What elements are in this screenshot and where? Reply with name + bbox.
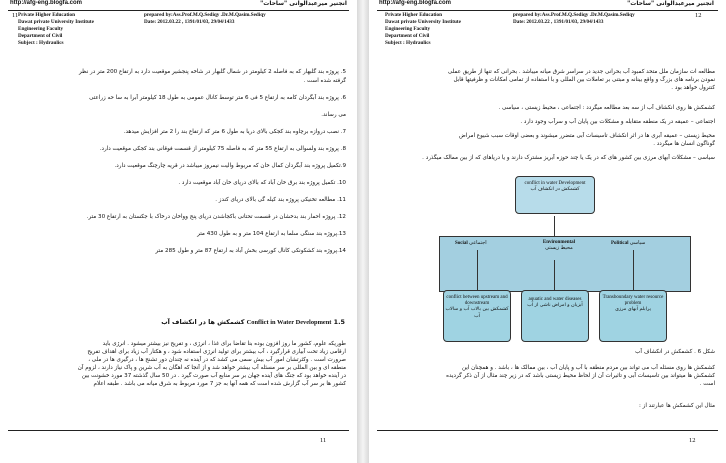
env-fa: محیط زیستی bbox=[545, 245, 573, 251]
list-item: 13.پروژه بند سنگی سلما به ارتفاع 104 متر و به طول 430 متر bbox=[197, 231, 346, 237]
paragraph-line: ارقامی زیاد تحت آبیاری قرارگیرد ، آب بیشتر برای تولید انرژی استفاده شود ، و هکتار آب زیاد برای اهداف تفریح bbox=[87, 349, 346, 355]
list-item: 8. پروژه بند ولسوالی به ارتفاع 55 متر که به فاصله 75 کیلومتر از قسمت فوقانی بند کجکی موقعیت دارد. bbox=[99, 146, 346, 152]
connector-line bbox=[554, 216, 555, 236]
institution-line: Subject : Hydraulics bbox=[385, 40, 431, 47]
header-rule bbox=[8, 10, 349, 11]
footer-rule bbox=[377, 430, 718, 431]
transboundary-box bbox=[599, 290, 667, 342]
paragraph-line: صرورت است . وکثرتشان امور آب بیش سمی می کشد که در آینده نه چندان دور تشنج ها ، درگیری ها در ملی ، bbox=[88, 357, 346, 363]
list-item: 14.پروژه بند کشکونکی کانال کورسی بخش آباد به ارتفاع 87 متر و طول 285 متر bbox=[155, 248, 346, 254]
header-page-number: 11 bbox=[12, 12, 19, 19]
institution-line: Department of Civil bbox=[385, 33, 430, 40]
date-line: Date: 2012.03.22 , 1391/01/03, 29/04/1433 bbox=[144, 19, 235, 26]
env-line: گوناگون انسان ها میگردد . bbox=[653, 141, 715, 147]
institution-line: Subject : Hydraulics bbox=[18, 40, 64, 47]
header-url[interactable]: http://afg-eng.blogfa.com bbox=[10, 0, 82, 6]
list-item: 5. پروژه بند گلبهار که به فاصله 2 کیلومتر در شمال گلبهار در شاخه پنجشیر موقعیت دارد به ارتفاع 200 متر در نظر bbox=[79, 69, 346, 75]
institution-line: Engineering Faculty bbox=[385, 26, 431, 33]
list-item: می رساند. bbox=[321, 112, 346, 118]
paragraph-line: نمودن برنامه های بزرگ و واقع بینانه و مبتنی بر تعاملات بین المللی و با استفاده از تمامی امکانات و ظرفیتها قابل bbox=[453, 77, 715, 83]
closing-paragraph bbox=[383, 364, 715, 388]
list-item: 12. پروژه احمار بند بدخشان در قسمت تحتانی باکجاشدن دریای پنج وواخان درخاک با جکستان به ارتفاع 30 متر. bbox=[86, 214, 346, 220]
footer-page-number: 12 bbox=[689, 437, 696, 444]
list-item: 6. پروژه بند آبگردان کامه به ارتفاع 5 فی 6 متر توسط کانال عمومی به طول 18 کیلومتر آبرا به سا حه زراعتی bbox=[89, 95, 346, 101]
prepared-by-block bbox=[513, 12, 635, 26]
env-line: محیط زیستی – عمیقه آبری ها در اثر انکشاف تاسیسات آبی متضرر میشوند و بعضی اوقات سبب شیوع امراض bbox=[459, 133, 715, 139]
conflict-diagram bbox=[415, 176, 705, 346]
box2-en: aquatic and water diseases bbox=[528, 297, 582, 302]
center-box bbox=[515, 176, 595, 214]
list-item: گرفته شده است . bbox=[303, 78, 346, 84]
institution-lines bbox=[385, 12, 461, 47]
box1-fa: کشمکش بین بالاب آب و سالاب آب bbox=[445, 307, 509, 319]
box1-en: conflict between upstream and downstream bbox=[446, 295, 508, 307]
caption-line: شکل 6 . کشمکش در انکشاف آب bbox=[635, 349, 715, 355]
connector-line bbox=[633, 250, 634, 290]
header-rule bbox=[377, 10, 718, 11]
upstream-downstream-box bbox=[443, 290, 511, 342]
social-label bbox=[455, 240, 487, 246]
env-en: Environmental bbox=[542, 240, 576, 245]
paragraph-line: کشمکش ها میتواند بین تاسیسات آبی و تاثیرات آن از لحاظ محیط زیستی باشد که در زیر چند مثال از آن ذکر گردیده bbox=[446, 373, 715, 379]
prepared-by-block bbox=[144, 12, 266, 26]
institution-line: Private Higher Education bbox=[18, 12, 75, 18]
list-item: 7. نصب دروازه برچاوه بند کجکی بالای دریا به طول 6 متر که ارتفاع بند را 2 متر افزایش میدهد. bbox=[123, 129, 346, 135]
figure-caption bbox=[383, 348, 715, 356]
types-line: کشمکش ها روی انکشاف آب از سه بعد مطالعه میگردد : اجتماعی ، محیط زیستی ، سیاسی . bbox=[498, 105, 715, 111]
political-line: سیاسی – مشکلات آبهای مرزی بین کشور های که در یک یا چند حوزه آبریز مشترک دارند و یا دریاهای که از بین ممالک میگذرد . bbox=[422, 155, 715, 161]
prepared-by: prepared by:Ass.Prof.M.Q.Sediqy .Dr.M.Qasim.Sediqy bbox=[513, 12, 635, 18]
examples-block bbox=[383, 402, 715, 410]
section-heading bbox=[161, 318, 345, 326]
institution-line: Department of Civil bbox=[18, 33, 63, 40]
institution-lines bbox=[18, 12, 94, 47]
aquatic-diseases-box bbox=[521, 290, 589, 342]
list-item: 9.تکمیل پروژه بند آبگردان کمال خان که مربوط والیت نیمروز میباشد در قریه چارچنگ موقعیت دارد. bbox=[114, 163, 346, 169]
political-fa: سیاسی bbox=[629, 240, 646, 246]
paragraph-line: مطالعه ات سازمان ملل متحد کمبود آب بحرانی جدید در سراسر شرق میانه میباشد . بحرانی که تنها از طریق عملی bbox=[447, 69, 715, 75]
environmental-label bbox=[529, 240, 589, 251]
social-en: Social bbox=[455, 241, 468, 246]
political-en: Political bbox=[611, 241, 629, 246]
center-box-fa: کشمکش در انکشاف آب bbox=[530, 187, 580, 193]
left-page bbox=[0, 0, 357, 463]
project-list bbox=[10, 68, 346, 255]
footer-page-number: 11 bbox=[320, 437, 327, 444]
conflict-types bbox=[383, 104, 715, 162]
right-page bbox=[369, 0, 726, 463]
section-number: 1.5 bbox=[333, 318, 345, 326]
connector-line bbox=[554, 260, 555, 290]
intro-paragraph bbox=[383, 68, 715, 92]
box2-fa: آبزیان و امراض ناشی از آب bbox=[527, 303, 583, 309]
examples-line: مثال این کشمکش ها عبارتند از : bbox=[638, 403, 715, 409]
prepared-by: prepared by:Ass.Prof.M.Q.Sediqy .Dr.M.Qasim.Sediqy bbox=[144, 12, 266, 18]
institution-block bbox=[6, 12, 7, 19]
list-item: 10. تکمیل پروژه بند برق خان آباد که بالای دریای خان آباد موقعیت دارد . bbox=[178, 180, 346, 186]
paragraph-line: کشمکش ها روی مسئله آب می تواند بین مردم منطقه با آب و پایان آب ، بین ممالک ها ، باشد . و همچنان این bbox=[461, 365, 715, 371]
institution-line: Engineering Faculty bbox=[18, 26, 64, 33]
header-blog-label: انجنیر میرعبدالوانی "ساحات" bbox=[627, 0, 714, 7]
list-item: 11. مطالعه تخنیکی پروژه بند کیله گی بالای دریای کندز . bbox=[215, 197, 346, 203]
paragraph-line: کشور ها بر سر آب گزارش شده است که همه آنها به جز 7 مورد مربوط به شرق میانه می باشد . طبقه اعلام bbox=[93, 381, 346, 387]
paragraph-line: طوریکه علوم، کشور ما روز افزون بوده بنا تقاضا برای غذا ، انرژی ، و تفریح نیز بیشتر میشود . انرژی باید bbox=[102, 341, 346, 347]
paragraph-line: در آینده خواهد بود که جنگ های آینده جهان بر سر منابع آب صورت گیرد . در 50 سال گذشته 37 مورد خشونت بین bbox=[81, 373, 346, 379]
connector-line bbox=[477, 250, 478, 290]
paragraph-line: منطقه ای و بین المللی بر سر مسئله آب بیشتر خواهد شد و از آنجا که اهگان به آب شرین و پاک نیاز دارند ، لزوم آن bbox=[77, 365, 346, 371]
paragraph-line: کنترول خواهد بود . bbox=[671, 85, 715, 91]
footer-rule bbox=[8, 430, 349, 431]
paragraph-line: است . bbox=[699, 381, 715, 387]
social-fa: اجتماعی bbox=[469, 240, 487, 246]
institution-line: Dawat private University Institute bbox=[385, 19, 461, 26]
box3-fa: پرابلم آبهای مرزی bbox=[615, 307, 651, 313]
center-box-en: conflict in water Development bbox=[524, 181, 586, 186]
social-line: اجتماعی – عمیقه در یک منطقه متقابله و مشکلات بین پایان آب و سرآب وجود دارد . bbox=[520, 119, 715, 125]
institution-line: Private Higher Education bbox=[385, 12, 442, 18]
institution-line: Dawat private University Institute bbox=[18, 19, 94, 26]
political-label bbox=[611, 240, 645, 246]
header-url[interactable]: http://afg-eng.blogfa.com bbox=[379, 0, 451, 6]
header-blog-label: انجنیر میرعبدالوانی "ساحات" bbox=[260, 0, 347, 7]
date-line: Date: 2012.03.22 , 1391/01/03, 29/04/1433 bbox=[513, 19, 604, 26]
section-title-fa: کشمکش ها در انکشاف آب bbox=[161, 318, 245, 326]
book-gutter bbox=[357, 0, 369, 463]
section-title-en: Conflict in Water Development bbox=[246, 319, 332, 326]
header-page-number: 12 bbox=[695, 12, 702, 19]
section-paragraph bbox=[10, 340, 346, 388]
box3-en: Transboundary water resource problem bbox=[602, 295, 664, 307]
